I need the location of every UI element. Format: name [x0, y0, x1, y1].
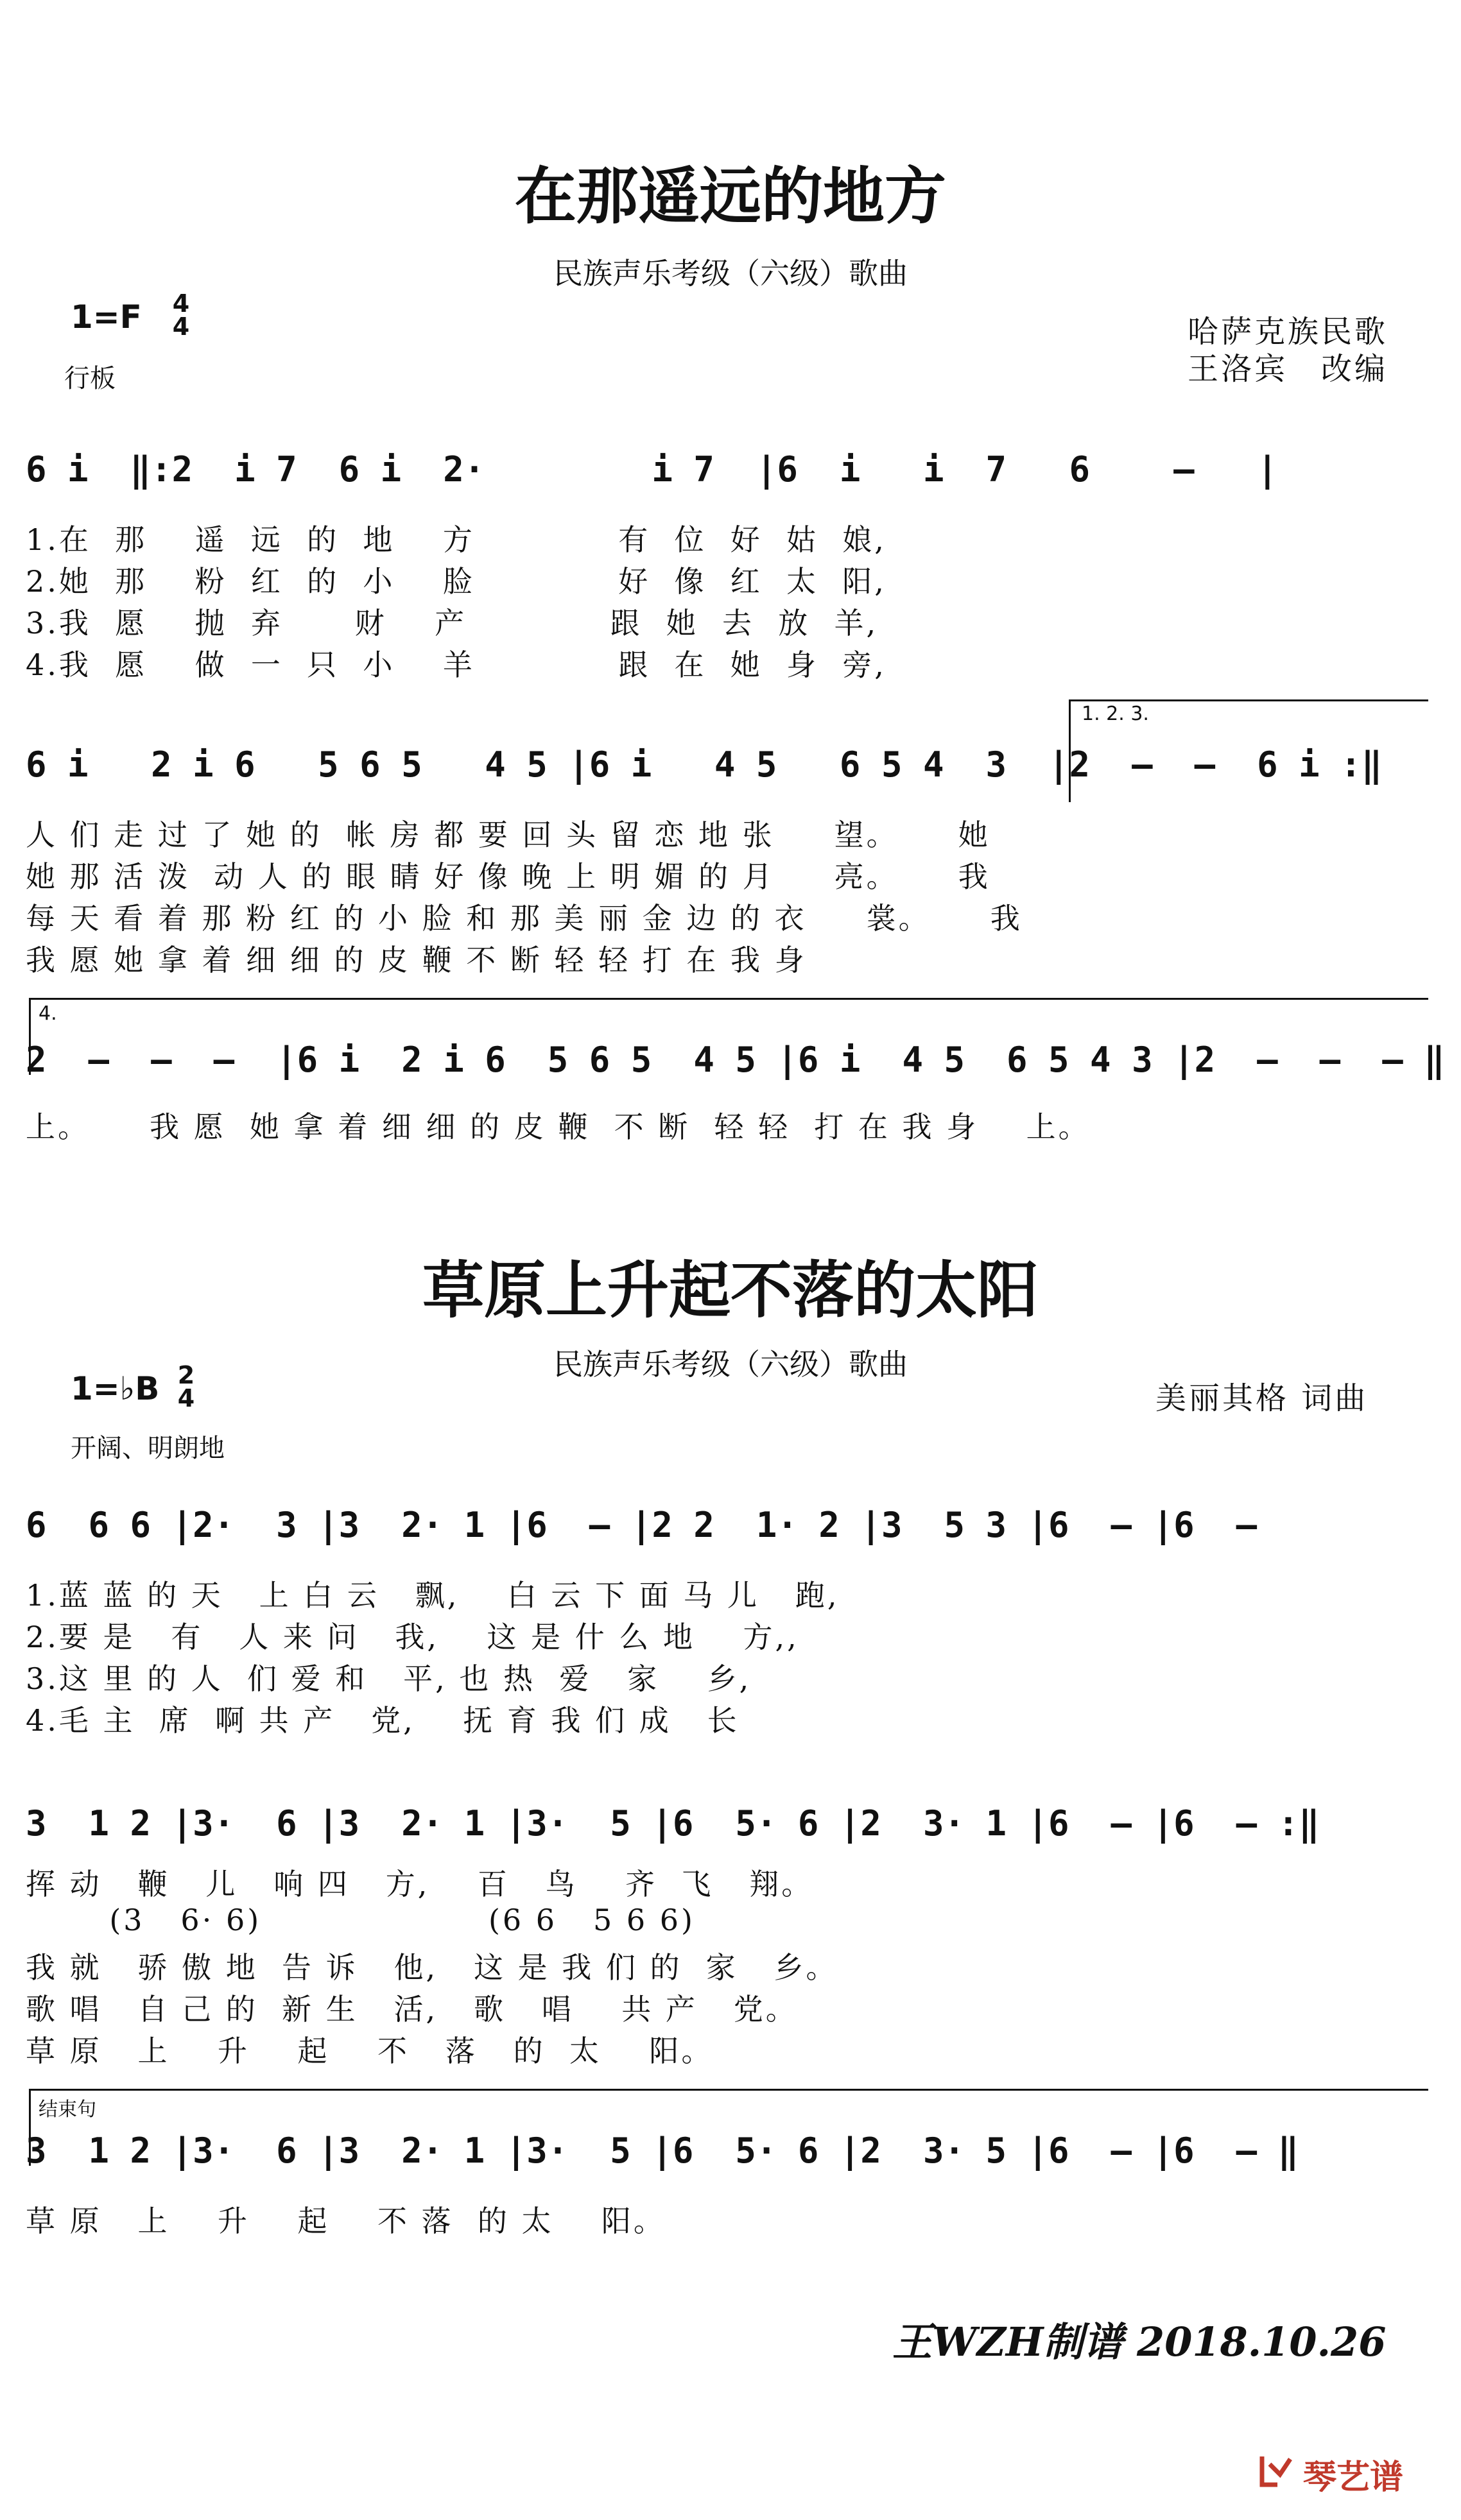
engraver-signature: 王WZH制谱 2018.10.26	[892, 2319, 1387, 2365]
song2-tempo: 开阔、明朗地	[71, 1434, 225, 1463]
song1-credit-line1: 哈萨克族民歌	[1188, 314, 1388, 350]
song1-row2-lyric3: 每 天 看 着 那 粉 红 的 小 脸 和 那 美 丽 金 边 的 衣 裳。 我	[26, 901, 1023, 936]
song1-row1-lyric2: 2.她 那 粉 红 的 小 脸 好 像 红 太 阳,	[26, 564, 886, 599]
song2-row2-variant-notes: (3 6· 6) (6 6 5 6 6)	[26, 1903, 695, 1937]
song2-row1-lyric2: 2.要 是 有 人 来 问 我, 这 是 什 么 地 方,,	[26, 1620, 799, 1654]
song2-row1-lyric4: 4.毛 主 席 啊 共 产 党, 抚 育 我 们 成 长	[26, 1703, 739, 1738]
song1-row1-notes: 6 i ‖:2 i 7 6 i 2· i 7 |6 i i 7 6 – |	[26, 449, 1278, 490]
song1-key: 1=F	[71, 298, 142, 336]
volta2-label: 4.	[39, 1002, 57, 1025]
song1-row1-lyric1: 1.在 那 遥 远 的 地 方 有 位 好 姑 娘,	[26, 522, 886, 557]
song1-row1-lyric3: 3.我 愿 抛 弃 财 产 跟 她 去 放 羊,	[26, 606, 879, 640]
site-logo: 琴艺谱	[1303, 2458, 1404, 2497]
song1-row1-lyric4: 4.我 愿 做 一 只 小 羊 跟 在 她 身 旁,	[26, 647, 886, 682]
song2-title: 草原上升起不落的太阳	[422, 1255, 1039, 1326]
time-sig-bottom: 4	[172, 313, 190, 341]
logo-mark-icon	[1258, 2451, 1297, 2490]
song1-row3-notes: 2 – – – |6 i 2 i 6 5 6 5 4 5 |6 i 4 5 6 5 4 3 |2 – – – ‖	[26, 1040, 1445, 1080]
time-sig-bottom: 4	[177, 1384, 195, 1412]
song1-time-signature	[168, 289, 194, 341]
song1-row3-lyric1: 上。 我 愿 她 拿 着 细 细 的 皮 鞭 不 断 轻 轻 打 在 我 身 上。	[26, 1110, 1091, 1144]
song1-title: 在那遥远的地方	[515, 160, 946, 232]
song2-row1-notes: 6 6 6 |2· 3 |3 2· 1 |6 – |2 2 1· 2 |3 5 3 |6 – |6 –	[26, 1505, 1278, 1545]
song1-row2-lyric2: 她 那 活 泼 动 人 的 眼 睛 好 像 晚 上 明 媚 的 月 亮。 我	[26, 859, 990, 894]
song1-row2-lyric4: 我 愿 她 拿 着 细 细 的 皮 鞭 不 断 轻 轻 打 在 我 身	[26, 943, 807, 977]
song2-key: 1=♭B	[71, 1370, 160, 1407]
song2-row1-lyric3: 3.这 里 的 人 们 爱 和 平, 也 热 爱 家 乡,	[26, 1661, 752, 1696]
volta1-bracket-line	[1069, 699, 1428, 701]
song2-time-signature	[173, 1361, 199, 1412]
song2-credit: 美丽其格 词曲	[1155, 1380, 1369, 1416]
song1-row2-notes: 6 i 2 i 6 5 6 5 4 5 |6 i 4 5 6 5 4 3 |2 – – 6 i :‖	[26, 744, 1383, 785]
song1-row2-lyric1: 人 们 走 过 了 她 的 帐 房 都 要 回 头 留 恋 地 张 望。 她	[26, 818, 990, 852]
song2-row2-lyric4: 草 原 上 升 起 不 落 的 太 阳。	[26, 2034, 714, 2068]
ending-bracket-line	[29, 2089, 1428, 2091]
song2-row2-lyric2: 我 就 骄 傲 地 告 诉 他, 这 是 我 们 的 家 乡。	[26, 1950, 838, 1985]
song2-row2-notes: 3 1 2 |3· 6 |3 2· 1 |3· 5 |6 5· 6 |2 3· 1 |6 – |6 – :‖	[26, 1803, 1320, 1844]
song2-row2-lyric3: 歌 唱 自 己 的 新 生 活, 歌 唱 共 产 党。	[26, 1992, 798, 2027]
song1-tempo: 行板	[64, 364, 116, 393]
time-sig-top: 4	[172, 289, 190, 318]
time-sig-top: 2	[177, 1361, 195, 1389]
ending-label: 结束句	[39, 2098, 96, 2121]
song2-row1-lyric1: 1.蓝 蓝 的 天 上 白 云 飘, 白 云 下 面 马 儿 跑,	[26, 1578, 840, 1613]
song2-row3-lyric1: 草 原 上 升 起 不 落 的 太 阳。	[26, 2204, 666, 2238]
song1-subtitle: 民族声乐考级（六级）歌曲	[553, 256, 908, 291]
song1-credit-line2: 王洛宾 改编	[1188, 351, 1388, 387]
song2-row2-lyric1: 挥 动 鞭 儿 响 四 方, 百 鸟 齐 飞 翔。	[26, 1867, 814, 1901]
volta1-label: 1. 2. 3.	[1082, 703, 1149, 725]
song2-subtitle: 民族声乐考级（六级）歌曲	[553, 1347, 908, 1382]
volta2-bracket-line	[29, 998, 1428, 1000]
song2-row3-notes: 3 1 2 |3· 6 |3 2· 1 |3· 5 |6 5· 6 |2 3· 5 |6 – |6 – ‖	[26, 2130, 1299, 2171]
